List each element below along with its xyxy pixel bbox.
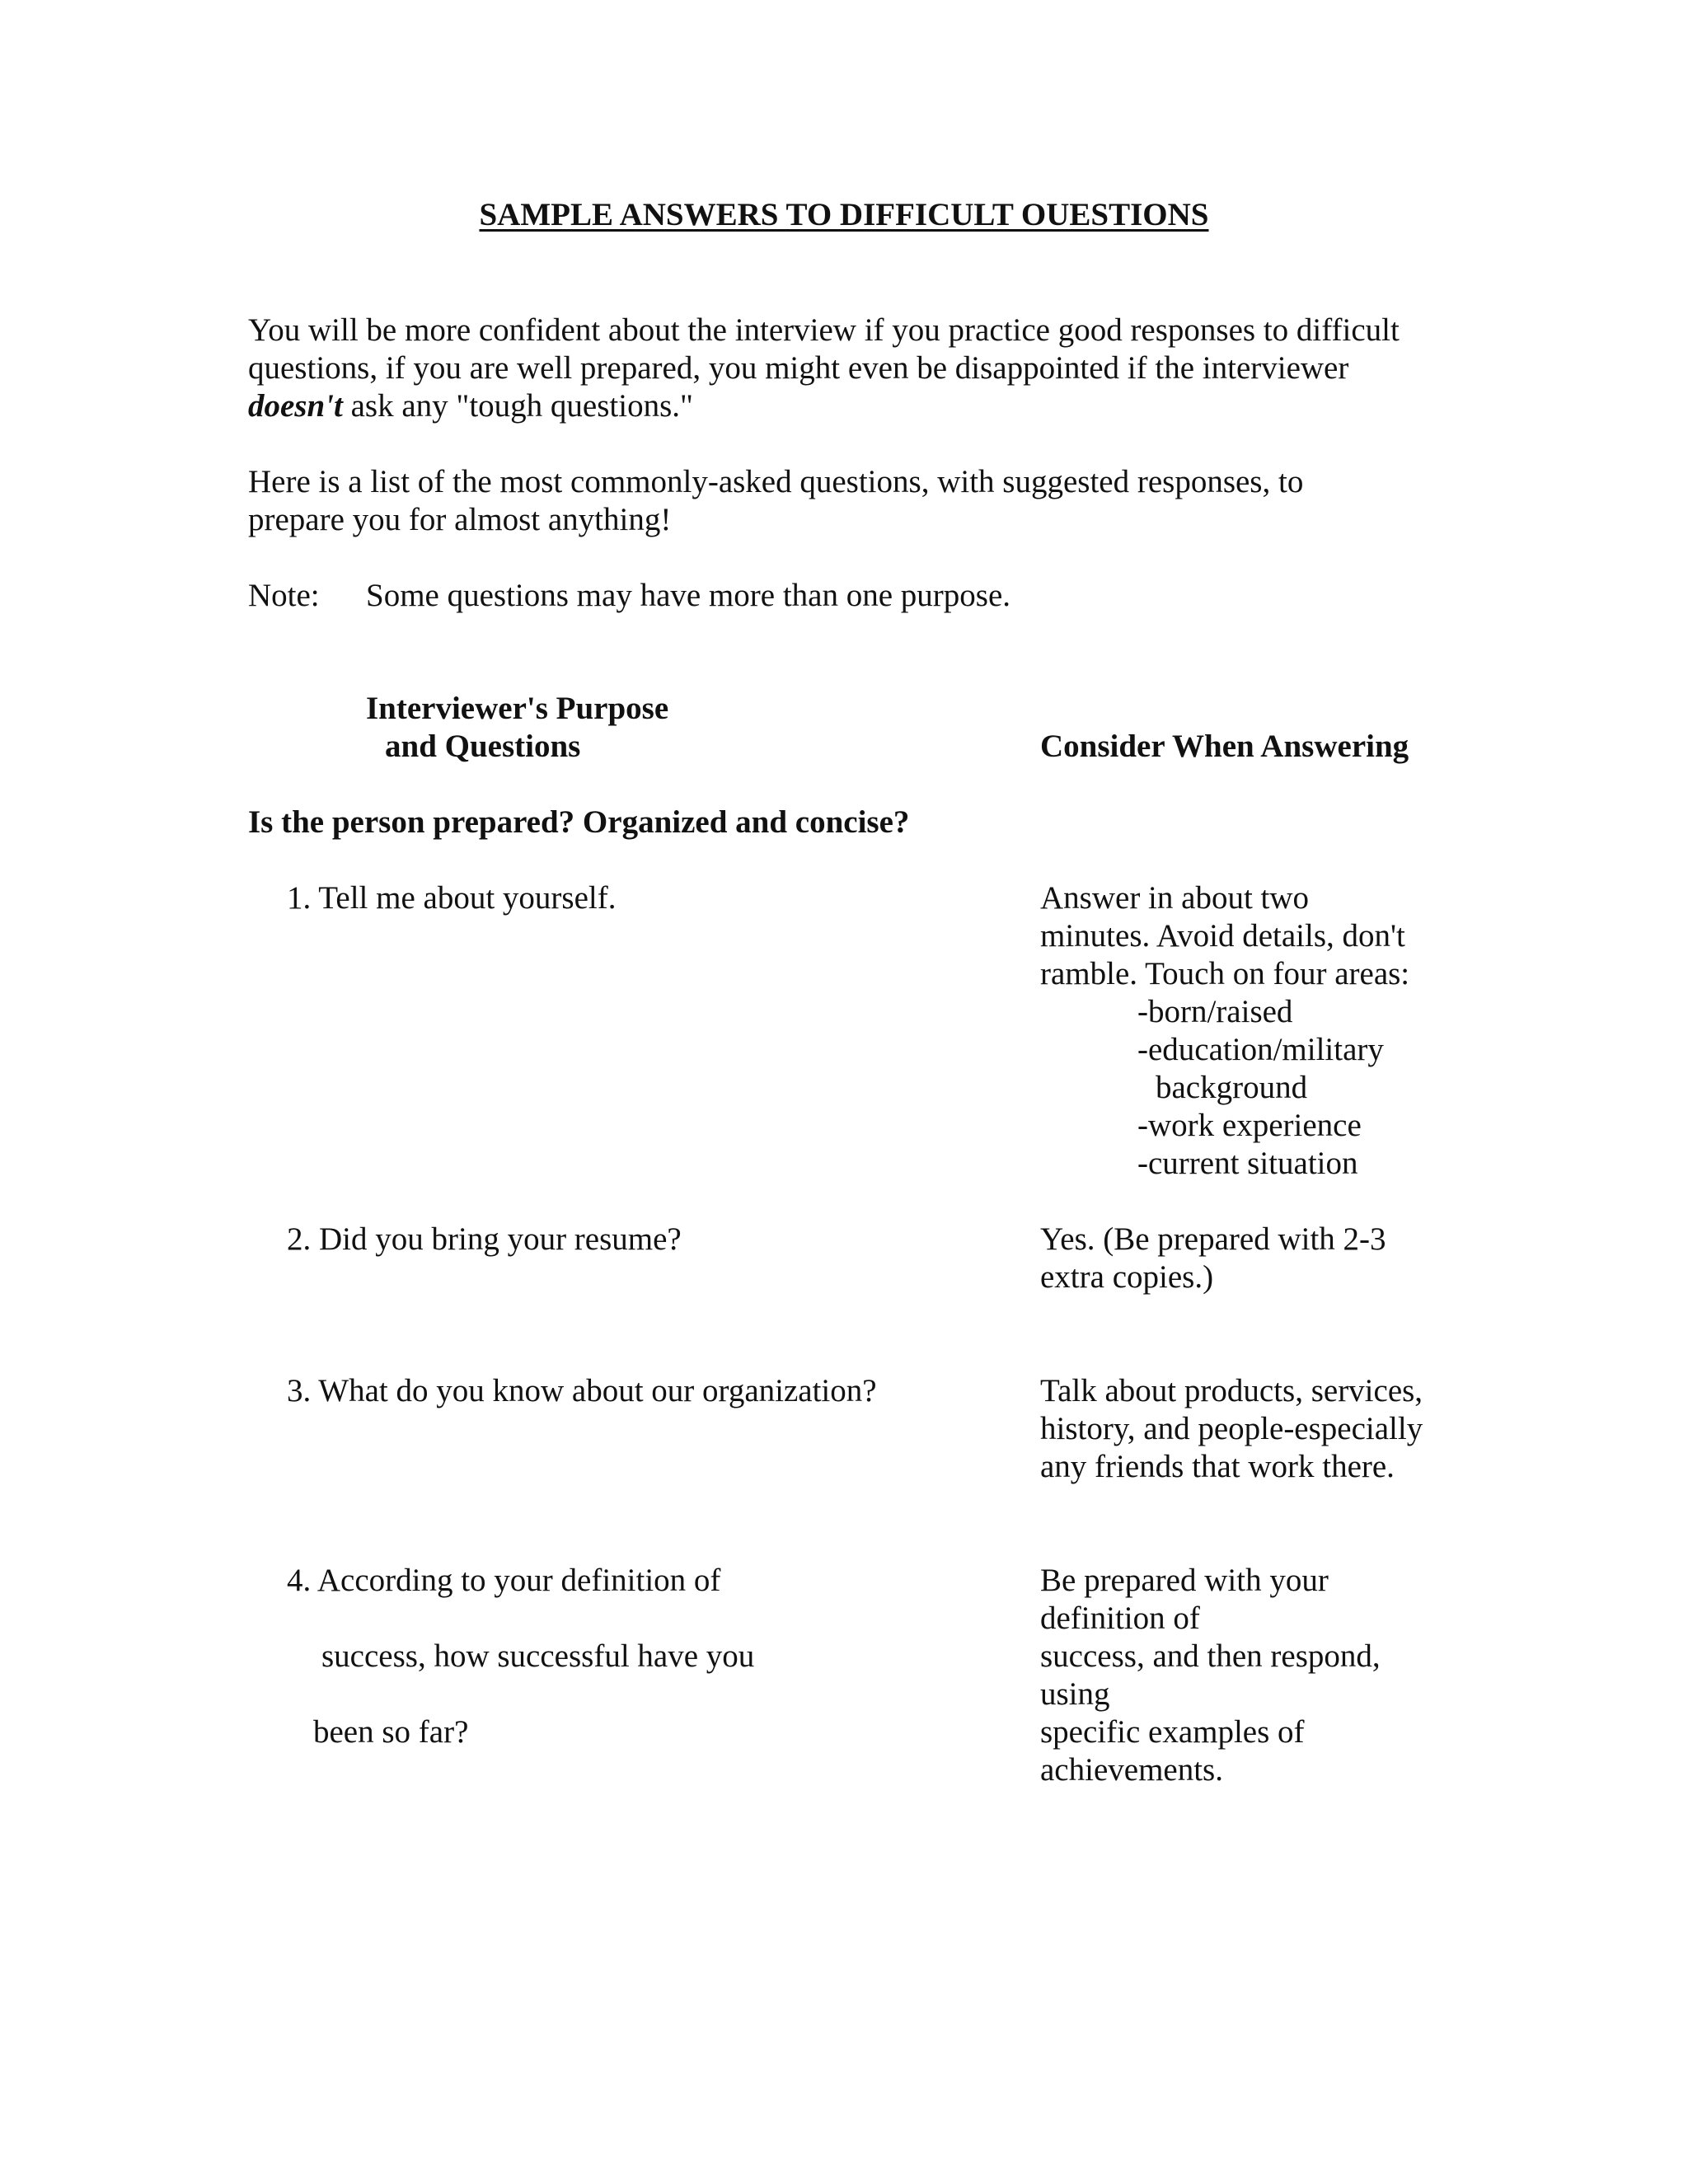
answer-4-line-1: Be prepared with your [1040, 1563, 1329, 1598]
column-header-right: Consider When Answering [1040, 729, 1409, 764]
list-intro-line-1: Here is a list of the most commonly-asked questions, with suggested responses, to [248, 464, 1304, 499]
intro-line-3-rest: ask any "tough questions." [342, 388, 693, 424]
answer-1-bullet-3: -work experience [1137, 1108, 1362, 1143]
note-text: Some questions may have more than one purpose. [366, 578, 1010, 613]
answer-1-bullet-1: -born/raised [1137, 994, 1293, 1029]
answer-3-line-2: history, and people-especially [1040, 1411, 1423, 1446]
answer-4-line-2: definition of [1040, 1601, 1200, 1636]
answer-4-line-5: specific examples of [1040, 1714, 1305, 1750]
answer-4-line-6: achievements. [1040, 1752, 1223, 1788]
question-2: 2. Did you bring your resume? [287, 1221, 682, 1257]
question-4-line-2: success, how successful have you [321, 1638, 755, 1674]
answer-2-line-1: Yes. (Be prepared with 2-3 [1040, 1221, 1386, 1257]
question-4-line-3: been so far? [313, 1714, 469, 1750]
intro-line-1: You will be more confident about the interview if you practice good responses to difficult [248, 312, 1400, 348]
page-title: SAMPLE ANSWERS TO DIFFICULT OUESTIONS [479, 197, 1209, 232]
answer-3-line-1: Talk about products, services, [1040, 1373, 1423, 1408]
list-intro-line-2: prepare you for almost anything! [248, 502, 672, 537]
answer-1-bullet-4: -current situation [1137, 1146, 1358, 1181]
answer-1-line-3: ramble. Touch on four areas: [1040, 956, 1410, 991]
answer-4-line-3: success, and then respond, [1040, 1638, 1381, 1674]
column-header-left-line-2: and Questions [385, 729, 581, 764]
answer-1-line-2: minutes. Avoid details, don't [1040, 918, 1405, 954]
answer-1-bullet-2: -education/military [1137, 1032, 1384, 1067]
answer-1-line-1: Answer in about two [1040, 880, 1310, 916]
answer-4-line-4: using [1040, 1676, 1110, 1712]
intro-line-2: questions, if you are well prepared, you might even be disappointed if the interviewer [248, 350, 1349, 386]
question-4-line-1: 4. According to your definition of [287, 1563, 721, 1598]
answer-3-line-3: any friends that work there. [1040, 1449, 1395, 1484]
question-1: 1. Tell me about yourself. [287, 880, 617, 916]
note-label: Note: [248, 578, 320, 613]
question-3: 3. What do you know about our organization? [287, 1373, 877, 1408]
intro-emphasis: doesn't [248, 388, 343, 424]
answer-1-bullet-2-cont: background [1156, 1070, 1308, 1105]
intro-line-3 [248, 387, 693, 425]
column-header-left-line-1: Interviewer's Purpose [366, 691, 669, 726]
answer-2-line-2: extra copies.) [1040, 1259, 1214, 1295]
section-heading: Is the person prepared? Organized and concise? [248, 804, 910, 840]
